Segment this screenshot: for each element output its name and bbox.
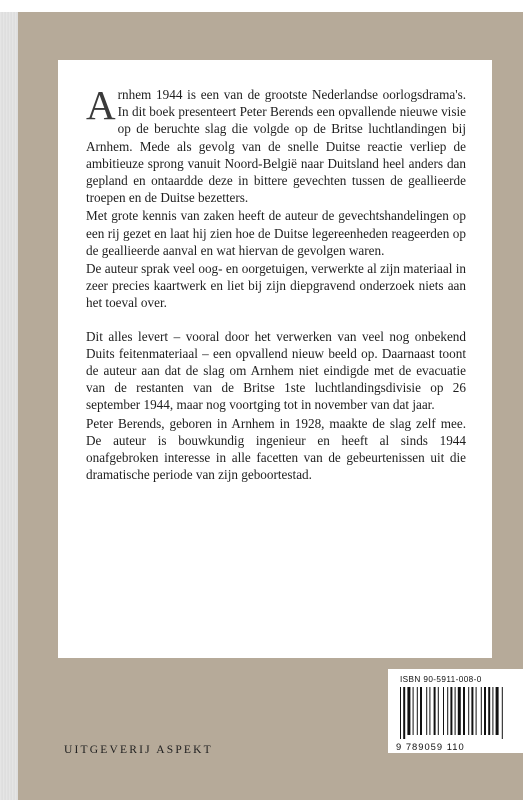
barcode-bar — [481, 687, 482, 735]
barcode-bar — [488, 687, 490, 735]
publisher-name: UITGEVERIJ ASPEKT — [64, 744, 213, 756]
barcode-bar — [417, 687, 418, 735]
isbn-barcode-block — [388, 669, 523, 753]
page-edges — [0, 12, 19, 800]
barcode-bar — [484, 687, 486, 735]
barcode-bar — [420, 687, 422, 735]
barcode-bar — [429, 687, 430, 735]
barcode-graphic — [398, 687, 516, 739]
blurb-text — [86, 82, 466, 483]
barcode-bar — [426, 687, 427, 735]
barcode-bar — [455, 687, 456, 735]
barcode-bar — [450, 687, 452, 735]
barcode-bar — [471, 687, 473, 735]
barcode-bar — [463, 687, 465, 735]
barcode-bar — [443, 687, 444, 735]
blurb-paragraph-1 — [86, 82, 466, 206]
blurb-paragraph-5: Peter Berends, geboren in Arnhem in 1928, maakte de slag zelf mee. De auteur is bouwkundig ingenieur en heeft al sinds 1944 onafgebroken interesse in alle facetten van de gebeurtenissen uit die dramatische periode van zijn geboortestad. — [86, 415, 466, 483]
barcode-bar — [400, 687, 401, 739]
barcode-bar — [403, 687, 405, 739]
isbn-label: ISBN 90-5911-008-0 — [400, 675, 482, 684]
blurb-paragraph-2: Met grote kennis van zaken heeft de auteur de gevechtshandelingen op een rij gezet en laat hij zien hoe de Duitse legereenheden reageerden op de geallieerde aanval en wat hiervan de gevolgen waren. — [86, 208, 466, 258]
blurb-paragraph-3: De auteur sprak veel oog- en oorgetuigen, verwerkte al zijn materiaal in zeer precies kaartwerk en liet bij zijn diepgravend onderzoek niets aan het toeval over. — [86, 261, 466, 311]
barcode-bar — [407, 687, 410, 735]
text-panel — [58, 60, 492, 658]
barcode-bar — [447, 687, 448, 735]
barcode-bar — [468, 687, 469, 735]
barcode-digits: 9 789059 110 — [396, 741, 465, 752]
barcode-bar — [502, 687, 503, 739]
barcode-bar — [438, 687, 439, 735]
drop-cap: A — [86, 82, 116, 128]
blurb-paragraph-1-text: rnhem 1944 is een van de grootste Nederlandse oorlogsdrama's. In dit boek presenteert Peter Berends een opvallende nieuwe visie op de beruchte slag die volgde op de Britse luchtlandingen bij Arnhem. Mede als gevolg van de snelle Duitse reactie verliep de ambitieuze sprong vanuit Noord-België naar Duitsland heel anders dan gepland en ontaardde deze in bittere gevechten tussen de geallieerde troepen en de Duitse bezetters. — [86, 87, 466, 206]
blurb-paragraph-4: Dit alles levert – vooral door het verwerken van veel nog onbekend Duits feitenmateriaal – een opvallend nieuw beeld op. Daarnaast toont de auteur aan dat de slag om Arnhem niet eindigde met de evacuatie van de restanten van de Britse 1ste luchtlandingsdivisie op 26 september 1944, maar nog voortging tot in november van dat jaar. — [86, 328, 466, 413]
barcode-bar — [413, 687, 414, 735]
barcode-bar — [476, 687, 477, 735]
barcode-bar — [492, 687, 493, 735]
barcode-bar — [458, 687, 461, 735]
barcode-bar — [496, 687, 499, 735]
barcode-bar — [434, 687, 436, 735]
